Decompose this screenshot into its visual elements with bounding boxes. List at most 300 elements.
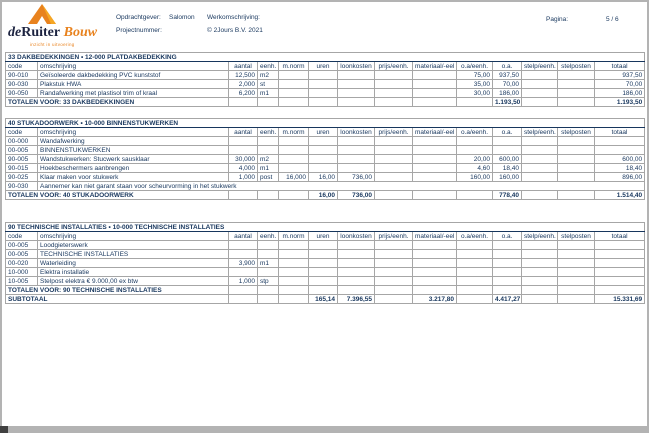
column-header-row xyxy=(6,128,645,137)
total-cell xyxy=(258,98,279,107)
cell xyxy=(493,259,522,268)
table-row xyxy=(6,98,645,107)
cell xyxy=(375,146,413,155)
cell xyxy=(375,250,413,259)
cell xyxy=(522,250,558,259)
cell xyxy=(375,80,413,89)
cell xyxy=(493,268,522,277)
cell xyxy=(279,164,309,173)
cell xyxy=(522,146,558,155)
cell: 18,40 xyxy=(595,164,645,173)
column-header: eenh. xyxy=(258,232,279,241)
cell xyxy=(522,259,558,268)
cell xyxy=(457,146,493,155)
cell xyxy=(457,250,493,259)
cell: 160,00 xyxy=(493,173,522,182)
column-header: o.a/eenh. xyxy=(457,232,493,241)
cell: 937,50 xyxy=(493,71,522,80)
column-header: uren xyxy=(309,128,338,137)
cell: 90-010 xyxy=(6,71,38,80)
column-header: stelp/eenh. xyxy=(522,128,558,137)
total-cell: 736,00 xyxy=(338,191,375,200)
total-cell xyxy=(493,286,522,295)
cell xyxy=(279,277,309,286)
cell xyxy=(338,241,375,250)
cell xyxy=(279,250,309,259)
viewer-corner-chip xyxy=(0,426,8,433)
column-header: prijs/eenh. xyxy=(375,232,413,241)
cell xyxy=(595,259,645,268)
brand-ruiter: Ruiter xyxy=(21,25,61,40)
cell: 736,00 xyxy=(338,173,375,182)
cell: st xyxy=(258,80,279,89)
cell xyxy=(258,137,279,146)
cell xyxy=(338,89,375,98)
cell xyxy=(413,71,457,80)
cell xyxy=(595,241,645,250)
cell xyxy=(279,137,309,146)
total-cell xyxy=(457,191,493,200)
column-header: stelposten xyxy=(558,232,595,241)
table-row xyxy=(6,80,645,89)
cell xyxy=(338,146,375,155)
cell xyxy=(493,250,522,259)
cell: 4,60 xyxy=(457,164,493,173)
cell xyxy=(595,146,645,155)
column-header: aantal xyxy=(229,232,258,241)
page-header xyxy=(2,2,647,52)
cell xyxy=(309,146,338,155)
cell xyxy=(522,89,558,98)
cell xyxy=(413,268,457,277)
column-header: aantal xyxy=(229,62,258,71)
total-cell xyxy=(309,286,338,295)
cell xyxy=(595,277,645,286)
cell xyxy=(522,71,558,80)
cell xyxy=(457,241,493,250)
cell xyxy=(522,80,558,89)
cell: 10-000 xyxy=(6,268,38,277)
section-gap xyxy=(5,107,644,118)
cell xyxy=(338,80,375,89)
pagina-label: Pagina: xyxy=(546,16,569,23)
cell xyxy=(279,259,309,268)
column-header: o.a. xyxy=(493,62,522,71)
cell: 90-030 xyxy=(6,80,38,89)
cell xyxy=(413,89,457,98)
brand-bouw: Bouw xyxy=(60,25,98,40)
cell: m2 xyxy=(258,155,279,164)
column-header: o.a. xyxy=(493,232,522,241)
total-cell xyxy=(413,286,457,295)
section-table xyxy=(5,118,645,200)
table-row xyxy=(6,295,645,304)
cell xyxy=(338,250,375,259)
total-cell xyxy=(279,98,309,107)
cell xyxy=(309,71,338,80)
cell xyxy=(229,250,258,259)
column-header: materiaal/-eel xyxy=(413,128,457,137)
column-header: materiaal/-eel xyxy=(413,232,457,241)
total-label: TOTALEN VOOR: 33 DAKBEDEKKINGEN xyxy=(6,98,229,107)
cell: m1 xyxy=(258,164,279,173)
column-header: omschrijving xyxy=(38,62,229,71)
cell: Hoekbeschermers aanbrengen xyxy=(38,164,229,173)
cell: 10-005 xyxy=(6,277,38,286)
column-header: omschrijving xyxy=(38,128,229,137)
cell: 1,000 xyxy=(229,277,258,286)
cell: BINNENSTUKWERKEN xyxy=(38,146,229,155)
total-cell xyxy=(522,98,558,107)
table-row xyxy=(6,164,645,173)
section-title: 40 STUKADOORWERK • 10-000 BINNENSTUKWERKEN xyxy=(6,119,645,128)
copyright-text: © 2Jours B.V. 2021 xyxy=(207,27,263,34)
cell: 30,00 xyxy=(457,89,493,98)
cell xyxy=(309,241,338,250)
cell xyxy=(558,268,595,277)
werkomschrijving-label: Werkomschrijving: xyxy=(207,14,260,21)
cost-estimate-tables xyxy=(5,52,644,304)
column-header: stelposten xyxy=(558,62,595,71)
table-row xyxy=(6,71,645,80)
cell xyxy=(375,259,413,268)
cell: Elektra installatie xyxy=(38,268,229,277)
cell: m1 xyxy=(258,89,279,98)
cell xyxy=(279,80,309,89)
total-cell xyxy=(375,295,413,304)
table-row xyxy=(6,182,645,191)
total-cell xyxy=(338,286,375,295)
total-cell: 165,14 xyxy=(309,295,338,304)
cell xyxy=(229,146,258,155)
column-header: loonkosten xyxy=(338,62,375,71)
cell xyxy=(413,80,457,89)
total-cell xyxy=(375,286,413,295)
cell xyxy=(522,268,558,277)
column-header: omschrijving xyxy=(38,232,229,241)
table-row xyxy=(6,89,645,98)
cell: 90-025 xyxy=(6,173,38,182)
cell xyxy=(413,164,457,173)
cell xyxy=(309,80,338,89)
cell: 16,000 xyxy=(279,173,309,182)
cell xyxy=(338,259,375,268)
column-header: aantal xyxy=(229,128,258,137)
total-cell xyxy=(375,98,413,107)
total-cell xyxy=(375,191,413,200)
total-label: TOTALEN VOOR: 90 TECHNISCHE INSTALLATIES xyxy=(6,286,229,295)
total-cell xyxy=(558,295,595,304)
section-gap xyxy=(5,200,644,222)
cell xyxy=(309,164,338,173)
cell: Wandstukwerken: Stucwerk sausklaar xyxy=(38,155,229,164)
table-row xyxy=(6,146,645,155)
cell xyxy=(558,137,595,146)
column-header: stelp/eenh. xyxy=(522,232,558,241)
cell xyxy=(595,137,645,146)
cell: 3,900 xyxy=(229,259,258,268)
cell xyxy=(338,155,375,164)
column-header: loonkosten xyxy=(338,128,375,137)
cell xyxy=(595,268,645,277)
total-cell xyxy=(229,295,258,304)
cell: 186,00 xyxy=(595,89,645,98)
cell xyxy=(558,241,595,250)
cell xyxy=(457,277,493,286)
column-header: m.norm xyxy=(279,62,309,71)
total-cell: 4.417,27 xyxy=(493,295,522,304)
total-cell: 1.193,50 xyxy=(595,98,645,107)
cell xyxy=(558,89,595,98)
cell: 70,00 xyxy=(493,80,522,89)
cell xyxy=(413,250,457,259)
cell: 75,00 xyxy=(457,71,493,80)
cell xyxy=(413,173,457,182)
cell xyxy=(309,250,338,259)
column-header: m.norm xyxy=(279,128,309,137)
total-cell xyxy=(522,295,558,304)
cell: stp xyxy=(258,277,279,286)
total-cell xyxy=(457,295,493,304)
cell xyxy=(457,259,493,268)
total-cell: 1.514,40 xyxy=(595,191,645,200)
cell xyxy=(338,277,375,286)
total-cell xyxy=(258,191,279,200)
cell xyxy=(558,146,595,155)
cell: 16,00 xyxy=(309,173,338,182)
total-cell xyxy=(229,98,258,107)
cell: 90-005 xyxy=(6,155,38,164)
company-logo-icon xyxy=(28,4,56,24)
cell: post xyxy=(258,173,279,182)
cell xyxy=(229,268,258,277)
opdrachtgever-label: Opdrachtgever: xyxy=(116,14,161,21)
total-cell xyxy=(558,286,595,295)
brand-de: de xyxy=(8,25,22,40)
cell xyxy=(338,137,375,146)
cell: 90-015 xyxy=(6,164,38,173)
cell xyxy=(522,277,558,286)
column-header: loonkosten xyxy=(338,232,375,241)
total-cell: 778,40 xyxy=(493,191,522,200)
section-table xyxy=(5,52,645,107)
cell xyxy=(375,268,413,277)
cell: 18,40 xyxy=(493,164,522,173)
cell xyxy=(309,89,338,98)
projectnummer-label: Projectnummer: xyxy=(116,27,162,34)
company-logo-wordmark xyxy=(8,25,97,41)
total-cell xyxy=(413,98,457,107)
cell: 160,00 xyxy=(457,173,493,182)
cell xyxy=(338,71,375,80)
cell: 2,000 xyxy=(229,80,258,89)
cell xyxy=(309,155,338,164)
cell: 00-005 xyxy=(6,250,38,259)
cell: 00-005 xyxy=(6,241,38,250)
cell: Geïsoleerde dakbedekking PVC kunststof xyxy=(38,71,229,80)
cell xyxy=(558,71,595,80)
total-cell xyxy=(229,286,258,295)
section-title: 90 TECHNISCHE INSTALLATIES • 10-000 TECHNISCHE INSTALLATIES xyxy=(6,223,645,232)
cell: 00-020 xyxy=(6,259,38,268)
cell xyxy=(279,268,309,277)
total-cell: 1.193,50 xyxy=(493,98,522,107)
column-header-row xyxy=(6,232,645,241)
column-header: uren xyxy=(309,232,338,241)
total-cell xyxy=(522,191,558,200)
cell xyxy=(457,137,493,146)
table-row xyxy=(6,259,645,268)
cell: Loodgieterswerk xyxy=(38,241,229,250)
cell xyxy=(258,146,279,155)
cell: m2 xyxy=(258,71,279,80)
cell xyxy=(413,155,457,164)
column-header: eenh. xyxy=(258,62,279,71)
cell: 20,00 xyxy=(457,155,493,164)
cell xyxy=(279,155,309,164)
column-header: o.a. xyxy=(493,128,522,137)
cell xyxy=(229,241,258,250)
cell xyxy=(309,259,338,268)
cell xyxy=(375,155,413,164)
cell: Waterleiding xyxy=(38,259,229,268)
cell: 6,200 xyxy=(229,89,258,98)
table-row xyxy=(6,191,645,200)
section-title-row xyxy=(6,119,645,128)
cell xyxy=(493,137,522,146)
section-table xyxy=(5,222,645,304)
total-cell xyxy=(279,295,309,304)
cell: 186,00 xyxy=(493,89,522,98)
cell: 00-000 xyxy=(6,137,38,146)
total-cell xyxy=(522,286,558,295)
total-cell xyxy=(258,295,279,304)
cell: 937,50 xyxy=(595,71,645,80)
document-page xyxy=(2,2,647,426)
opdrachtgever-value: Salomon xyxy=(169,14,195,21)
cell xyxy=(493,146,522,155)
table-row xyxy=(6,277,645,286)
total-cell: 3.217,80 xyxy=(413,295,457,304)
cell: Klaar maken voor stukwerk xyxy=(38,173,229,182)
company-tagline: inzicht in uitvoering xyxy=(30,42,75,47)
total-cell xyxy=(279,191,309,200)
column-header: stelposten xyxy=(558,128,595,137)
cell xyxy=(375,164,413,173)
cell xyxy=(229,137,258,146)
total-cell: 16,00 xyxy=(309,191,338,200)
cell xyxy=(522,155,558,164)
column-header: o.a/eenh. xyxy=(457,128,493,137)
total-label: TOTALEN VOOR: 40 STUKADOORWERK xyxy=(6,191,229,200)
cell xyxy=(279,89,309,98)
cell xyxy=(522,173,558,182)
column-header: code xyxy=(6,62,38,71)
cell xyxy=(258,250,279,259)
column-header-row xyxy=(6,62,645,71)
cell xyxy=(338,164,375,173)
section-title-row xyxy=(6,223,645,232)
cell xyxy=(375,241,413,250)
section-title-row xyxy=(6,53,645,62)
cell xyxy=(522,164,558,173)
cell xyxy=(413,259,457,268)
column-header: uren xyxy=(309,62,338,71)
cell xyxy=(309,268,338,277)
cell: Plakstuk HWA xyxy=(38,80,229,89)
table-row xyxy=(6,250,645,259)
table-row xyxy=(6,241,645,250)
column-header: eenh. xyxy=(258,128,279,137)
column-header: stelp/eenh. xyxy=(522,62,558,71)
cell xyxy=(279,71,309,80)
cell xyxy=(558,164,595,173)
cell xyxy=(279,146,309,155)
cell: Randafwerking met plastisol trim of kraal xyxy=(38,89,229,98)
table-row xyxy=(6,286,645,295)
cell xyxy=(493,241,522,250)
total-cell xyxy=(558,98,595,107)
total-cell xyxy=(457,286,493,295)
column-header: prijs/eenh. xyxy=(375,62,413,71)
cell xyxy=(457,268,493,277)
cell: 4,000 xyxy=(229,164,258,173)
table-row xyxy=(6,268,645,277)
total-cell xyxy=(558,191,595,200)
cell: Stelpost elektra € 9.000,00 ex btw xyxy=(38,277,229,286)
cell xyxy=(558,250,595,259)
total-label: SUBTOTAAL xyxy=(6,295,229,304)
cell: 35,00 xyxy=(457,80,493,89)
total-cell xyxy=(595,286,645,295)
cell xyxy=(375,89,413,98)
cell: 600,00 xyxy=(595,155,645,164)
cell xyxy=(279,241,309,250)
total-cell xyxy=(413,191,457,200)
cell: m1 xyxy=(258,259,279,268)
table-row xyxy=(6,155,645,164)
column-header: totaal xyxy=(595,128,645,137)
cell: 12,500 xyxy=(229,71,258,80)
cell xyxy=(375,277,413,286)
cell xyxy=(558,277,595,286)
cell xyxy=(413,146,457,155)
cell: 30,000 xyxy=(229,155,258,164)
cell xyxy=(595,250,645,259)
cell xyxy=(493,277,522,286)
cell xyxy=(558,259,595,268)
total-cell xyxy=(338,98,375,107)
column-header: code xyxy=(6,128,38,137)
total-cell xyxy=(258,286,279,295)
note-text: Aannemer kan niet garant staan voor scheurvorming in het stukwerk xyxy=(38,182,645,191)
cell xyxy=(413,277,457,286)
cell xyxy=(558,80,595,89)
column-header: m.norm xyxy=(279,232,309,241)
table-row xyxy=(6,137,645,146)
total-cell xyxy=(457,98,493,107)
cell: 1,000 xyxy=(229,173,258,182)
section-title: 33 DAKBEDEKKINGEN • 12-000 PLATDAKBEDEKKING xyxy=(6,53,645,62)
cell xyxy=(375,173,413,182)
cell xyxy=(558,155,595,164)
total-cell xyxy=(279,286,309,295)
pagina-value: 5 / 6 xyxy=(606,16,619,23)
column-header: o.a/eenh. xyxy=(457,62,493,71)
column-header: code xyxy=(6,232,38,241)
cell: 90-050 xyxy=(6,89,38,98)
cell xyxy=(258,241,279,250)
